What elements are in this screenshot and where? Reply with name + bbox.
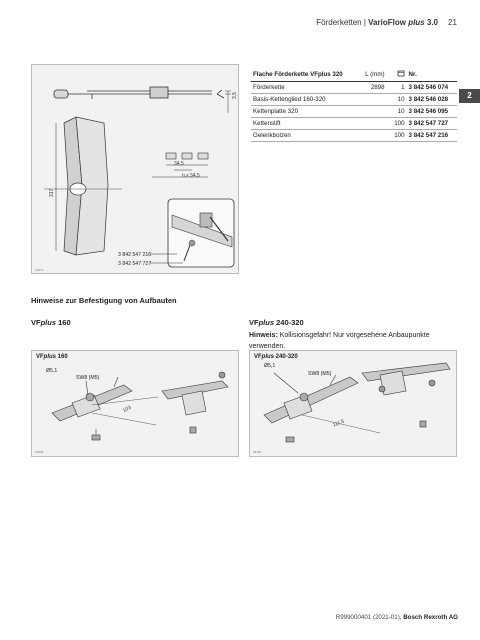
vf160-mounting-figure: [31, 350, 239, 457]
cell-length: [360, 118, 387, 130]
chain-top-view: [44, 117, 122, 255]
fig240-id: 28754: [253, 450, 262, 454]
cell-qty: 100: [387, 130, 407, 142]
dim-n-pitch: n x 34,5: [182, 173, 200, 179]
chapter-tab: 2: [459, 89, 480, 103]
subheading-vf240: VFplus 240-320: [249, 318, 304, 327]
col-length: L (mm): [360, 67, 387, 82]
fig240-dim: 111,5: [332, 418, 346, 429]
table-row: [251, 82, 457, 94]
page-header: [0, 18, 438, 27]
cell-length: [360, 130, 387, 142]
section-title: Hinweise zur Befestigung von Aufbauten: [31, 296, 177, 305]
header-section: Förderketten: [316, 18, 362, 27]
table-row: [251, 106, 457, 118]
dim-height: 3,5: [232, 92, 238, 99]
dim-pitch: 34,5: [174, 161, 184, 167]
page-number: 21: [448, 18, 457, 27]
fig240-label: VFplus 240-320: [254, 354, 298, 360]
cell-length: [360, 106, 387, 118]
callout-chain-pin: 3 842 547 727: [118, 261, 152, 267]
cell-nr: 3 842 546 074: [407, 82, 457, 94]
cell-nr: 3 842 547 216: [407, 130, 457, 142]
package-icon: [387, 67, 407, 82]
fig160-label: VFplus 160: [36, 354, 68, 360]
cell-length: 2898: [360, 82, 387, 94]
subheading-vf160: VFplus 160: [31, 318, 71, 327]
cell-nr: 3 842 546 095: [407, 106, 457, 118]
fig160-wrench-size: SW8 (M5): [76, 375, 100, 381]
fig160-dim: 103: [122, 404, 133, 415]
header-separator: |: [363, 18, 366, 27]
cell-qty: 100: [387, 118, 407, 130]
cell-length: [360, 94, 387, 106]
hint-text: Hinweis: Kollisionsgefahr! Nur vorgesehene Anbaupunkte verwenden.: [249, 332, 430, 350]
cell-nr: 3 842 547 727: [407, 118, 457, 130]
page-footer: R999000401 (2021-01), Bosch Rexroth AG: [335, 614, 458, 621]
cell-nr: 3 842 546 028: [407, 94, 457, 106]
cell-name: Förderkette: [251, 82, 360, 94]
fig160-diameter: Ø5,1: [46, 368, 58, 374]
fig240-wrench-size: SW8 (M5): [308, 371, 332, 377]
vf240-drawing: [250, 351, 456, 456]
cell-name: Kettenstift: [251, 118, 360, 130]
chain-side-view: [54, 87, 224, 99]
col-nr: Nr.: [407, 67, 457, 82]
chain-drawing-figure: [31, 64, 239, 274]
callout-pin: 3 842 547 216: [118, 252, 152, 258]
table-row: [251, 94, 457, 106]
cell-name: Basis-Kettenglied 160-320: [251, 94, 360, 106]
cell-qty: 1: [387, 82, 407, 94]
fig240-diameter: Ø5,1: [264, 363, 276, 369]
parts-table: [251, 67, 457, 142]
fig160-id: 26904: [35, 450, 44, 454]
cell-qty: 10: [387, 94, 407, 106]
table-row: [251, 130, 457, 142]
table-header-row: [251, 67, 457, 82]
figure-id: 24874: [35, 268, 44, 272]
header-product: VarioFlow plus 3.0: [368, 18, 438, 27]
cell-qty: 10: [387, 106, 407, 118]
cell-name: Kettenplatte 320: [251, 106, 360, 118]
cell-name: Gelenkbolzen: [251, 130, 360, 142]
vf160-drawing: [32, 351, 238, 456]
col-name: Flache Förderkette VFplus 320: [251, 67, 360, 82]
dim-width: 317: [49, 188, 55, 197]
table-row: [251, 118, 457, 130]
vf240-mounting-figure: [249, 350, 457, 457]
zoom-detail-inset: [150, 199, 234, 267]
chain-drawing: [32, 65, 238, 273]
